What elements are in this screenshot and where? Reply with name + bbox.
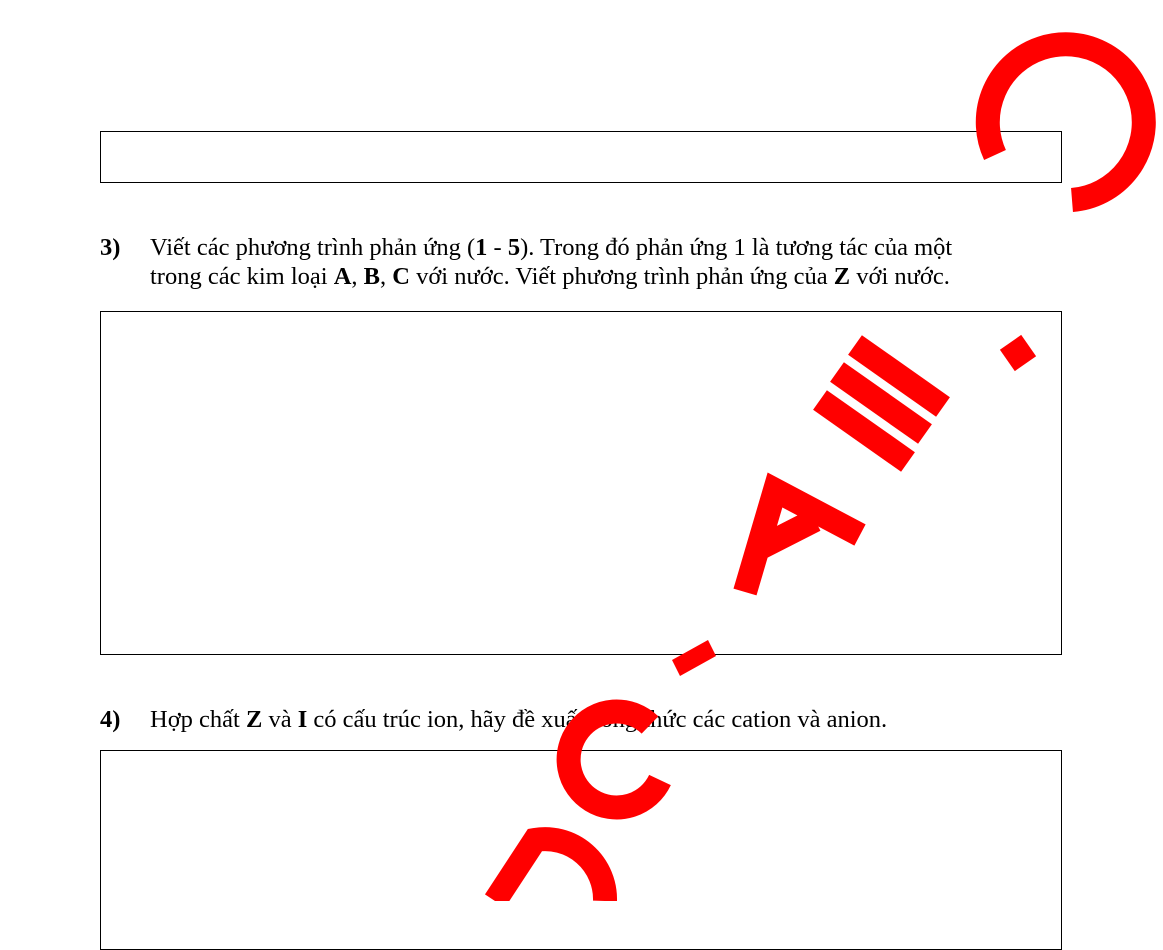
text-run: với nước. Viết phương trình phản ứng của: [409, 263, 834, 290]
bold-run: Z: [833, 263, 851, 290]
bold-run: I: [297, 706, 308, 733]
text-run: -: [487, 234, 508, 261]
question-text: [150, 233, 1080, 291]
bold-run: A: [333, 263, 352, 290]
bold-run: Z: [245, 706, 263, 733]
question-4: [100, 705, 1080, 734]
bold-run: 1: [475, 234, 488, 261]
text-run: với nước.: [850, 263, 950, 290]
bold-run: 5: [507, 234, 521, 261]
text-run: trong các kim loại: [150, 263, 334, 290]
text-run: Viết các phương trình phản ứng (: [150, 234, 476, 261]
text-run: có cấu trúc ion, hãy đề xuất công thức các cation và anion.: [307, 706, 888, 733]
question-line: [150, 233, 1080, 262]
text-run: ). Trong đó phản ứng 1 là tương tác của một: [520, 234, 953, 261]
text-run: ,: [351, 263, 364, 290]
answer-box-4: [100, 750, 1062, 950]
question-text: [150, 705, 1080, 734]
text-run: và: [262, 706, 298, 733]
text-run: ,: [380, 263, 393, 290]
answer-box-2: [100, 131, 1062, 183]
question-line: [150, 705, 1080, 734]
answer-box-3: [100, 311, 1062, 655]
text-run: Hợp chất: [150, 706, 246, 733]
question-3: [100, 233, 1080, 291]
bold-run: C: [392, 263, 410, 290]
bold-run: B: [363, 263, 380, 290]
question-number: 3): [100, 234, 121, 261]
question-line: [150, 262, 1080, 291]
question-number: 4): [100, 706, 121, 733]
